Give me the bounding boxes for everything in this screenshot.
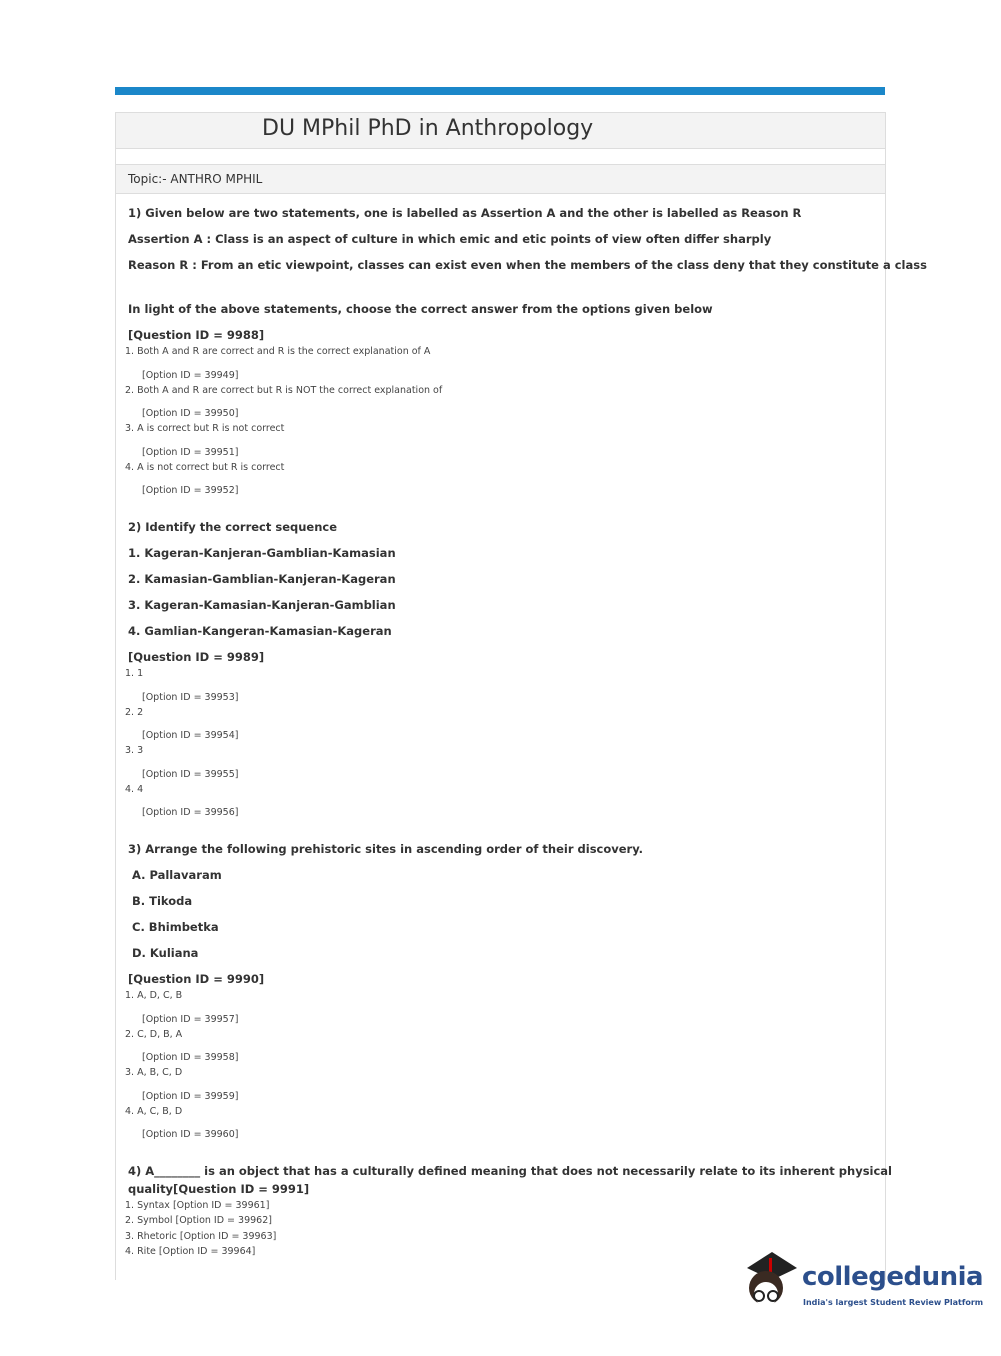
logo-tagline: India's largest Student Review Platform — [803, 1298, 984, 1307]
option-text: 1. 1 — [125, 668, 144, 679]
option-text: 4. 4 — [125, 784, 144, 795]
spacer-row — [115, 148, 886, 164]
option-text: 2. C, D, B, A — [125, 1029, 183, 1040]
question-line: Assertion A : Class is an aspect of culture in which emic and etic points of view often differ sharply — [128, 232, 772, 246]
question-line: 3. Kageran-Kamasian-Kanjeran-Gamblian — [128, 598, 396, 612]
question-stem: 4) A________ is an object that has a culturally defined meaning that does not necessarily relate to its inherent physical — [128, 1164, 893, 1178]
question-line: B. Tikoda — [132, 894, 193, 908]
question-id: [Question ID = 9989] — [128, 650, 265, 664]
option-id: [Option ID = 39959] — [142, 1091, 239, 1102]
header-accent-bar — [115, 87, 885, 95]
question-line: 1. Kageran-Kanjeran-Gamblian-Kamasian — [128, 546, 396, 560]
question-stem: 1) Given below are two statements, one is labelled as Assertion A and the other is labelled as Reason R — [128, 206, 802, 220]
option-id: [Option ID = 39953] — [142, 692, 239, 703]
question-line: quality[Question ID = 9991] — [128, 1182, 310, 1196]
option-text: 4. A is not correct but R is correct — [125, 462, 285, 473]
option-id: [Option ID = 39955] — [142, 769, 239, 780]
option-text: 1. Syntax [Option ID = 39961] — [125, 1200, 270, 1211]
question-id: [Question ID = 9988] — [128, 328, 265, 342]
page-title: DU MPhil PhD in Anthropology — [262, 116, 594, 141]
option-id: [Option ID = 39952] — [142, 485, 239, 496]
option-text: 2. Symbol [Option ID = 39962] — [125, 1215, 272, 1226]
option-id: [Option ID = 39954] — [142, 730, 239, 741]
option-id: [Option ID = 39949] — [142, 370, 239, 381]
question-line: C. Bhimbetka — [132, 920, 219, 934]
option-text: 3. A is correct but R is not correct — [125, 423, 285, 434]
question-id: [Question ID = 9990] — [128, 972, 265, 986]
question-stem: 2) Identify the correct sequence — [128, 520, 338, 534]
question-line: A. Pallavaram — [132, 868, 222, 882]
option-text: 1. A, D, C, B — [125, 990, 183, 1001]
question-line: In light of the above statements, choose the correct answer from the options given below — [128, 302, 713, 316]
question-line: 4. Gamlian-Kangeran-Kamasian-Kageran — [128, 624, 392, 638]
option-id: [Option ID = 39950] — [142, 408, 239, 419]
option-id: [Option ID = 39956] — [142, 807, 239, 818]
option-id: [Option ID = 39958] — [142, 1052, 239, 1063]
option-text: 4. Rite [Option ID = 39964] — [125, 1246, 256, 1257]
logo-name: collegedunia — [802, 1262, 984, 1292]
option-id: [Option ID = 39957] — [142, 1014, 239, 1025]
option-id: [Option ID = 39960] — [142, 1129, 239, 1140]
option-text: 3. Rhetoric [Option ID = 39963] — [125, 1231, 277, 1242]
question-line: D. Kuliana — [132, 946, 199, 960]
option-id: [Option ID = 39951] — [142, 447, 239, 458]
option-text: 3. A, B, C, D — [125, 1067, 183, 1078]
option-text: 2. 2 — [125, 707, 144, 718]
option-text: 3. 3 — [125, 745, 144, 756]
topic-label: Topic:- ANTHRO MPHIL — [128, 172, 263, 186]
option-text: 2. Both A and R are correct but R is NOT the correct explanation of — [125, 385, 443, 396]
option-text: 4. A, C, B, D — [125, 1106, 183, 1117]
question-stem: 3) Arrange the following prehistoric sites in ascending order of their discovery. — [128, 842, 644, 856]
option-text: 1. Both A and R are correct and R is the correct explanation of A — [125, 346, 431, 357]
question-line: Reason R : From an etic viewpoint, classes can exist even when the members of the class deny that they constitute a class — [128, 258, 927, 272]
question-line: 2. Kamasian-Gamblian-Kanjeran-Kageran — [128, 572, 396, 586]
collegedunia-mascot-icon — [742, 1250, 802, 1320]
